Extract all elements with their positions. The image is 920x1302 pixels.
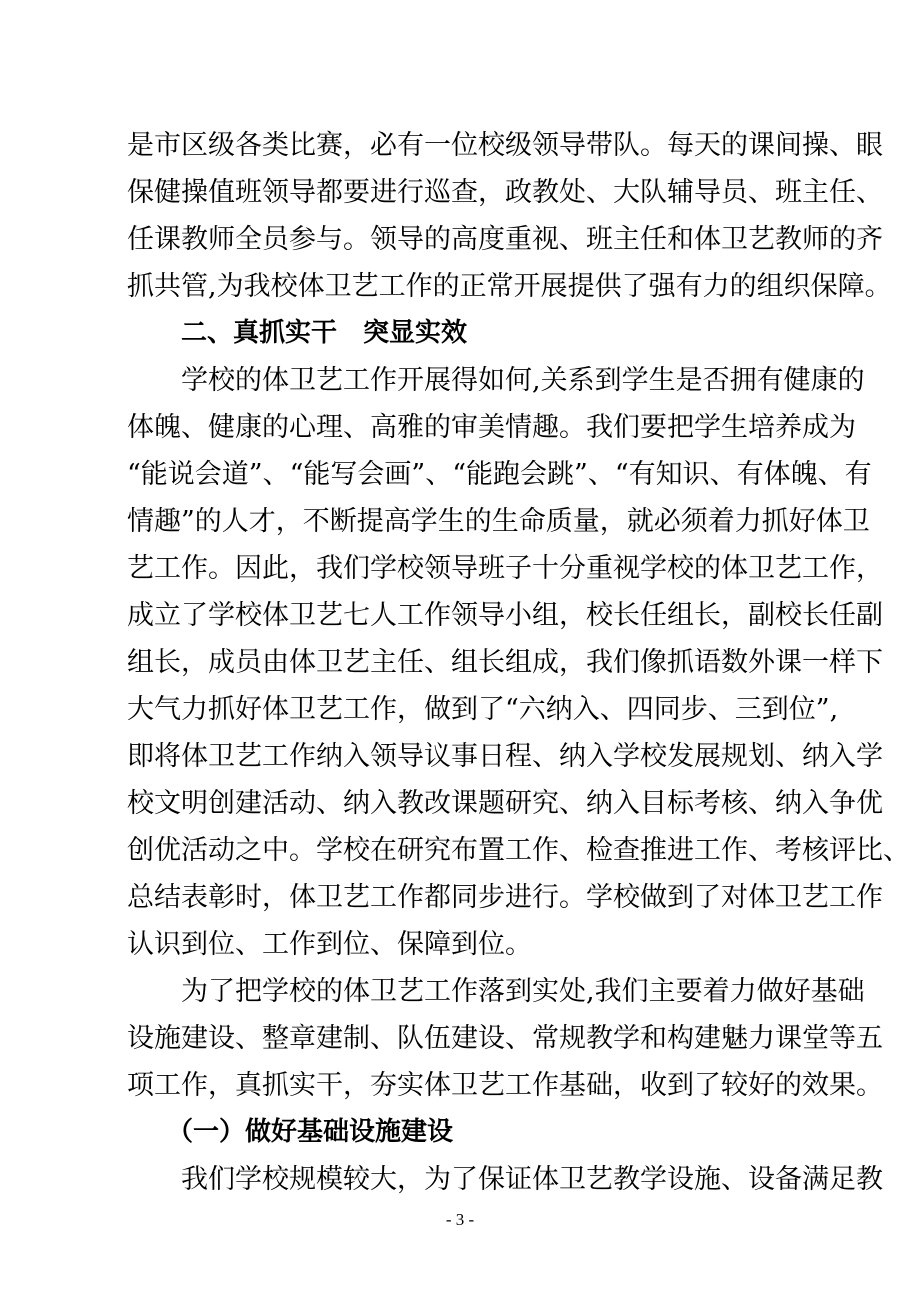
text-line: 抓共管,为我校体卫艺工作的正常开展提供了强有力的组织保障。 <box>127 271 892 302</box>
section-heading: 二、真抓实干 突显实效 <box>181 318 468 348</box>
text-line: 任课教师全员参与。领导的高度重视、班主任和体卫艺教师的齐 <box>127 224 883 255</box>
text-line: 为了把学校的体卫艺工作落到实处,我们主要着力做好基础 <box>181 976 865 1007</box>
text-line: 学校的体卫艺工作开展得如何,关系到学生是否拥有健康的 <box>181 365 865 396</box>
text-line: 是市区级各类比赛，必有一位校级领导带队。每天的课间操、眼 <box>127 130 883 161</box>
text-line: 体魄、健康的心理、高雅的审美情趣。我们要把学生培养成为 <box>127 412 856 443</box>
text-line: 成立了学校体卫艺七人工作领导小组，校长任组长，副校长任副 <box>127 600 883 631</box>
text-line: 总结表彰时，体卫艺工作都同步进行。学校做到了对体卫艺工作 <box>127 882 883 913</box>
text-line: 项工作，真抓实干，夯实体卫艺工作基础，收到了较好的效果。 <box>127 1070 883 1101</box>
text-line: 大气力抓好体卫艺工作，做到了“六纳入、四同步、三到位”, <box>127 694 839 725</box>
text-line: 认识到位、工作到位、保障到位。 <box>127 929 532 960</box>
text-line: “能说会道”、“能写会画”、“能跑会跳”、“有知识、有体魄、有 <box>127 459 872 490</box>
text-line: 组长，成员由体卫艺主任、组长组成，我们像抓语数外课一样下 <box>127 647 883 678</box>
text-line: 艺工作。因此，我们学校领导班子十分重视学校的体卫艺工作， <box>127 553 883 584</box>
text-line: 创优活动之中。学校在研究布置工作、检查推进工作、考核评比、 <box>127 835 910 866</box>
text-line: 情趣”的人才，不断提高学生的生命质量，就必须着力抓好体卫 <box>127 506 870 537</box>
text-line: 设施建设、整章建制、队伍建设、常规教学和构建魅力课堂等五 <box>127 1023 883 1054</box>
page-number: - 3 - <box>445 1210 475 1229</box>
text-line: 我们学校规模较大，为了保证体卫艺教学设施、设备满足教 <box>181 1164 883 1195</box>
subsection-heading: （一）做好基础设施建设 <box>167 1117 454 1147</box>
text-line: 即将体卫艺工作纳入领导议事日程、纳入学校发展规划、纳入学 <box>127 741 883 772</box>
text-line: 保健操值班领导都要进行巡查，政教处、大队辅导员、班主任、 <box>127 177 883 208</box>
text-line: 校文明创建活动、纳入教改课题研究、纳入目标考核、纳入争优 <box>127 788 883 819</box>
document-body <box>127 122 910 1203</box>
